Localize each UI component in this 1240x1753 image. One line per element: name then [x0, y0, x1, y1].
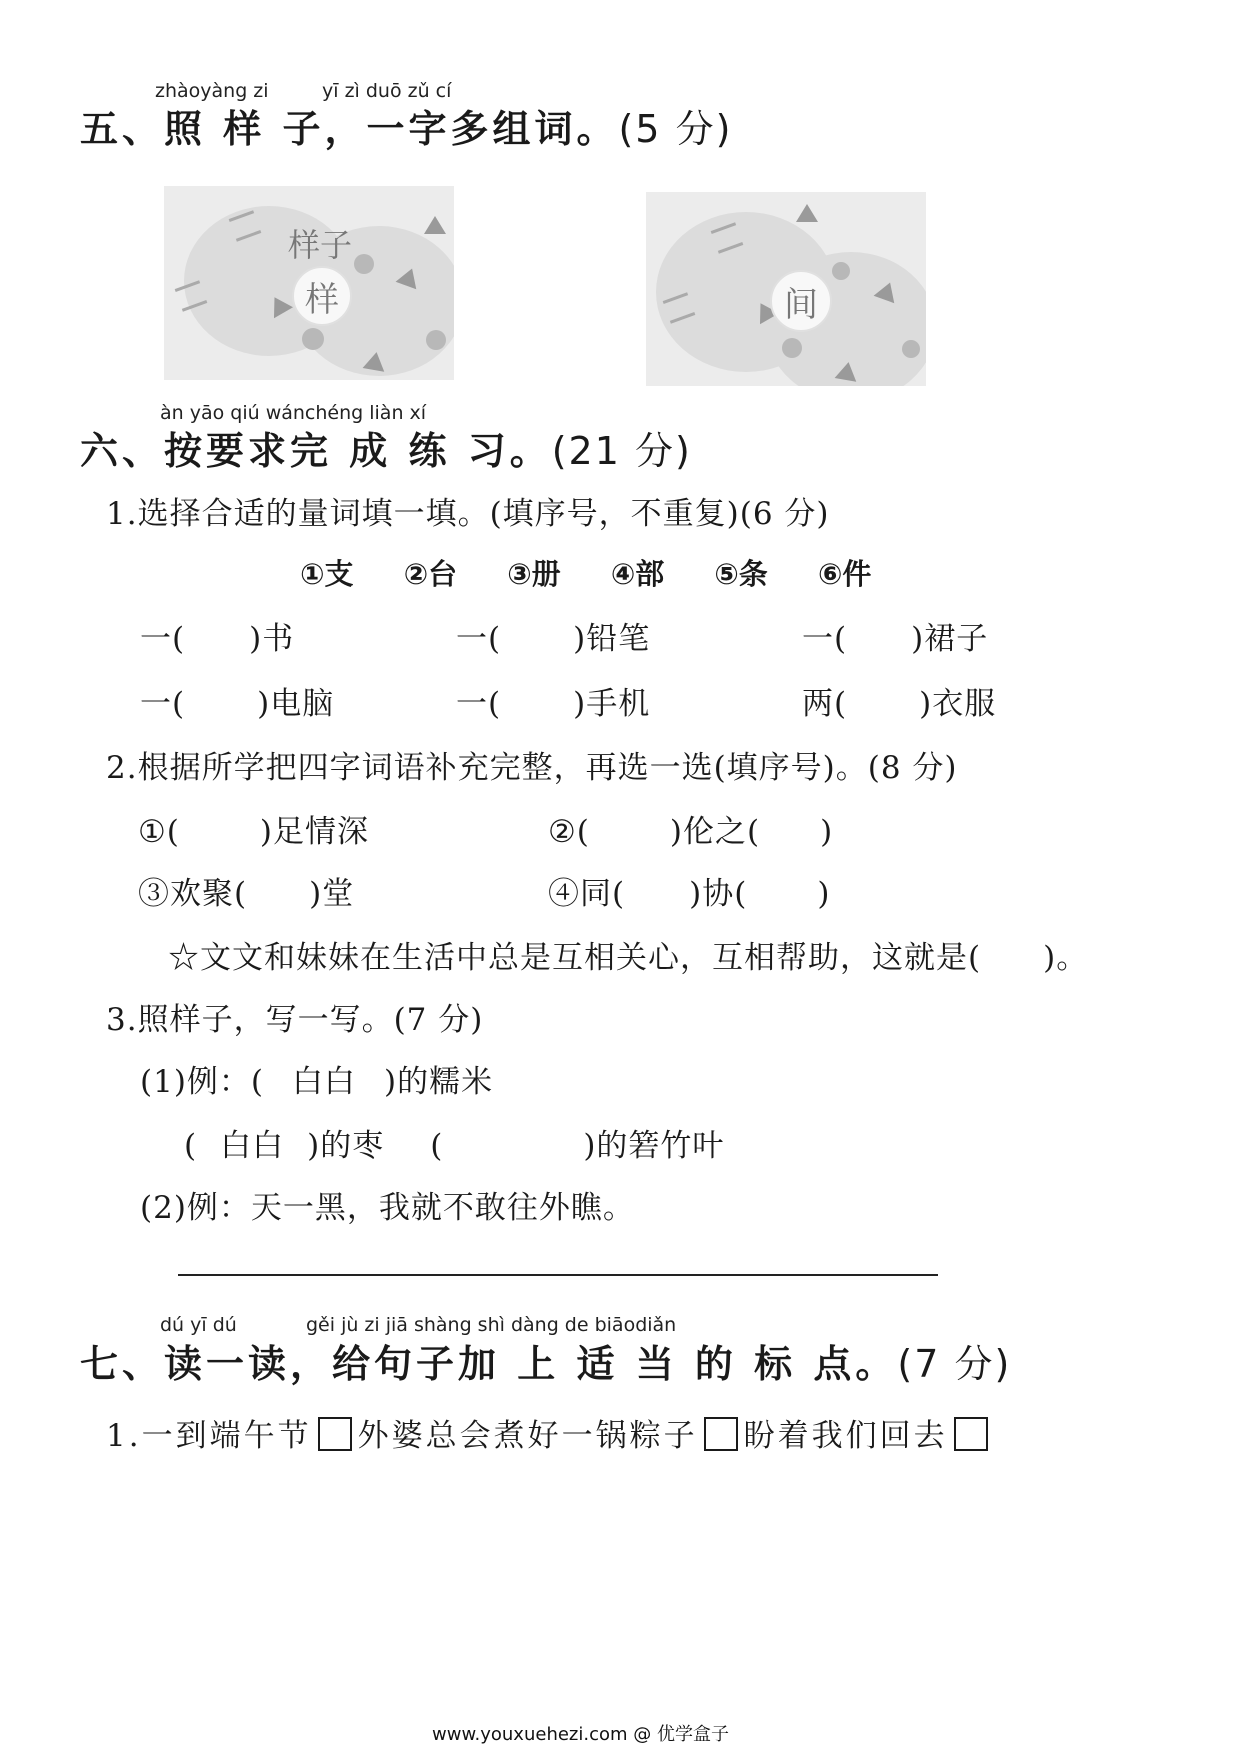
q3-prompt: 3.照样子，写一写。(7 分) [106, 1002, 484, 1038]
idiom-3: ③欢聚( )堂 [138, 876, 355, 912]
punctuation-box[interactable] [954, 1417, 988, 1451]
section7-title: 读一读，给句子加 上 适 当 的 标 点。 [164, 1342, 898, 1386]
card1-char: 样 [292, 266, 352, 326]
measure-word-options [300, 552, 871, 593]
card2-char: 间 [770, 270, 832, 332]
q1-prompt: 1.选择合适的量词填一填。(填序号，不重复)(6 分) [106, 496, 830, 532]
section5-pinyin-1: zhàoyàng zi [155, 80, 269, 102]
option-5: ⑤条 [714, 557, 768, 591]
punctuation-box[interactable] [318, 1417, 352, 1451]
option-4: ④部 [610, 557, 665, 591]
q2-prompt: 2.根据所学把四字词语补充完整，再选一选(填序号)。(8 分) [106, 750, 958, 786]
section6-score: (21 分) [551, 429, 692, 473]
example-card-image [164, 186, 454, 380]
q3-example-1: (1)例：( 白白 )的糯米 [140, 1064, 494, 1100]
section6-title: 按要求完 成 练 习。 [164, 429, 552, 473]
option-1: ①支 [300, 557, 354, 591]
q1-item-skirt: 一( )裙子 [802, 621, 989, 657]
q1-item-pencil: 一( )铅笔 [456, 621, 651, 657]
section6-pinyin: àn yāo qiú wánchéng liàn xí [160, 402, 427, 424]
option-3: ③册 [507, 557, 561, 591]
q7-1-sentence: 1.一到端午节 外婆总会煮好一锅粽子 盼着我们回去 [106, 1410, 994, 1455]
idiom-2: ②( )伦之( ) [548, 814, 834, 850]
section7-pinyin-2: gěi jù zi jiā shàng shì dàng de biāodiǎn [306, 1314, 677, 1336]
option-2: ②台 [403, 557, 458, 591]
section5-number: 五、 [80, 107, 165, 151]
q1-item-book: 一( )书 [140, 621, 295, 657]
q1-item-computer: 一( )电脑 [140, 686, 335, 722]
card1-word: 样子 [288, 226, 353, 264]
section7-heading [80, 1333, 1011, 1388]
blank-card-image [646, 192, 926, 386]
section5-heading [80, 98, 732, 153]
section5-score: (5 分) [618, 107, 733, 151]
section7-number: 七、 [80, 1342, 165, 1386]
q3-example-2: (2)例：天一黑，我就不敢往外瞧。 [140, 1190, 635, 1226]
section6-number: 六、 [80, 429, 165, 473]
sample-fill: 白白 [220, 1128, 285, 1164]
idiom-4: ④同( )协( ) [548, 876, 831, 912]
punctuation-box[interactable] [704, 1417, 738, 1451]
q1-item-phone: 一( )手机 [456, 686, 651, 722]
q3-row-1: ( 白白 )的枣 ( )的箬竹叶 [184, 1120, 724, 1165]
answer-line[interactable] [178, 1274, 938, 1276]
q1-item-clothes: 两( )衣服 [802, 686, 997, 722]
section6-heading [80, 420, 692, 475]
idiom-1: ①( )足情深 [138, 814, 369, 850]
section5-title: 照 样 子，一字多组词。 [164, 107, 619, 151]
footer-watermark: www.youxuehezi.com @ 优学盒子 [432, 1724, 729, 1745]
option-6: ⑥件 [817, 557, 872, 591]
q2-sentence: ☆文文和妹妹在生活中总是互相关心，互相帮助，这就是( )。 [168, 940, 1089, 976]
section7-score: (7 分) [897, 1342, 1012, 1386]
section7-pinyin-1: dú yī dú [160, 1314, 237, 1336]
section5-pinyin-2: yī zì duō zǔ cí [322, 80, 452, 102]
